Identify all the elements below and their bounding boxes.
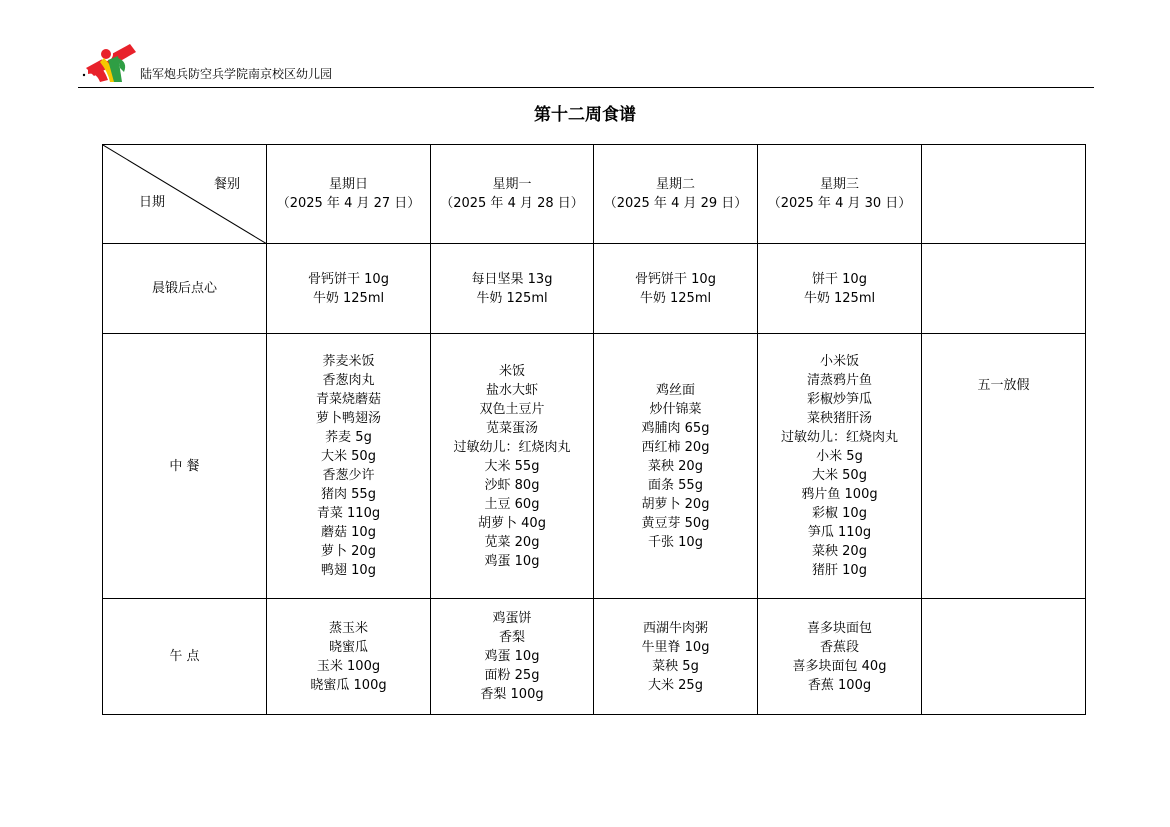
menu-cell xyxy=(594,334,758,599)
menu-cell xyxy=(758,599,922,715)
column-header xyxy=(594,145,758,244)
menu-item: 米饭 xyxy=(498,363,525,379)
menu-cell xyxy=(922,244,1086,334)
menu-item: 牛奶 125ml xyxy=(476,290,548,306)
menu-item: 彩椒 10g xyxy=(812,506,867,521)
menu-item: 五一放假 xyxy=(977,378,1030,393)
menu-item: 牛奶 125ml xyxy=(803,290,876,306)
menu-item: 鸭翅 10g xyxy=(321,563,376,578)
menu-cell xyxy=(922,334,1086,599)
menu-item: 饼干 10g xyxy=(812,271,867,287)
menu-item: 大米 55g xyxy=(484,458,540,474)
org-name: 陆军炮兵防空兵学院南京校区幼儿园 xyxy=(140,67,333,81)
menu-item: 菜秧 20g xyxy=(648,458,703,474)
menu-item: 沙虾 80g xyxy=(484,477,540,493)
menu-cell xyxy=(431,334,594,599)
row-label: 中 餐 xyxy=(103,334,267,599)
menu-cell xyxy=(267,244,431,334)
menu-item: 小米 5g xyxy=(816,449,863,464)
menu-item: 萝卜鸭翅汤 xyxy=(315,411,381,426)
menu-item: 青菜 110g xyxy=(316,506,381,521)
menu-item: 香葱肉丸 xyxy=(322,373,375,388)
menu-item: 西红柿 20g xyxy=(641,439,710,455)
menu-item: 苋菜蛋汤 xyxy=(485,420,538,436)
table-row xyxy=(103,599,1086,715)
menu-item: 面条 55g xyxy=(648,477,703,493)
corner-cell xyxy=(103,145,267,244)
menu-item: 青菜烧蘑菇 xyxy=(315,392,381,407)
menu-item: 鸡脯肉 65g xyxy=(641,420,710,436)
menu-item: 荞麦 5g xyxy=(325,430,372,445)
menu-item: 香蕉段 xyxy=(819,639,859,655)
row-label: 晨锻后点心 xyxy=(103,244,267,334)
menu-item: 胡萝卜 20g xyxy=(641,496,710,512)
menu-item: 喜多块面包 xyxy=(806,620,872,636)
row-label: 午 点 xyxy=(103,599,267,715)
day-date: （2025 年 4 月 30 日） xyxy=(767,196,912,211)
menu-item: 土豆 60g xyxy=(484,496,540,512)
menu-item: 香蕉 100g xyxy=(807,677,872,693)
menu-item: 每日坚果 13g xyxy=(471,271,553,287)
page-header xyxy=(78,38,1094,88)
menu-item: 晓蜜瓜 100g xyxy=(310,677,387,693)
menu-item: 荞麦米饭 xyxy=(322,354,375,369)
menu-item: 千张 10g xyxy=(648,534,703,550)
table-row xyxy=(103,244,1086,334)
menu-item: 香梨 xyxy=(498,630,525,645)
menu-item: 鸡蛋 10g xyxy=(484,649,540,664)
menu-item: 香梨 100g xyxy=(480,687,544,702)
day-date: （2025 年 4 月 29 日） xyxy=(603,196,748,211)
diagonal-line xyxy=(103,145,267,244)
menu-item: 菜秧 5g xyxy=(652,658,699,674)
page-title: 第十二周食谱 xyxy=(534,105,636,125)
column-header xyxy=(922,145,1086,244)
menu-item: 猪肉 55g xyxy=(321,487,376,502)
menu-cell xyxy=(267,599,431,715)
menu-item: 玉米 100g xyxy=(316,658,381,674)
menu-cell xyxy=(922,599,1086,715)
column-header xyxy=(267,145,431,244)
menu-item: 牛奶 125ml xyxy=(312,290,385,306)
column-header xyxy=(431,145,594,244)
menu-cell xyxy=(594,244,758,334)
menu-item: 炒什锦菜 xyxy=(649,401,702,417)
menu-cell xyxy=(267,334,431,599)
menu-item: 大米 25g xyxy=(648,677,703,693)
kindergarten-logo xyxy=(78,38,140,84)
menu-item: 清蒸鸦片鱼 xyxy=(806,373,872,388)
menu-item: 小米饭 xyxy=(819,354,859,369)
menu-item: 西湖牛肉粥 xyxy=(642,620,708,636)
menu-item: 晓蜜瓜 xyxy=(328,639,368,655)
menu-item: 萝卜 20g xyxy=(321,544,376,559)
menu-item: 盐水大虾 xyxy=(485,382,538,398)
menu-item: 过敏幼儿：红烧肉丸 xyxy=(780,430,898,445)
menu-cell xyxy=(758,334,922,599)
menu-item: 喜多块面包 40g xyxy=(792,658,887,674)
menu-item: 鸡蛋饼 xyxy=(492,611,532,626)
menu-item: 彩椒炒笋瓜 xyxy=(806,392,872,407)
menu-item: 双色土豆片 xyxy=(479,401,545,417)
day-date: （2025 年 4 月 28 日） xyxy=(440,196,584,211)
menu-item: 骨钙饼干 10g xyxy=(308,271,389,287)
header-rule xyxy=(78,87,1094,88)
day-name: 星期日 xyxy=(328,177,368,192)
day-name: 星期二 xyxy=(655,177,695,192)
menu-item: 菜秧 20g xyxy=(812,544,867,559)
menu-item: 大米 50g xyxy=(321,449,376,464)
table-row xyxy=(103,334,1086,599)
date-label: 日期 xyxy=(139,195,166,210)
menu-table xyxy=(102,144,1086,715)
menu-item: 牛里脊 10g xyxy=(641,639,710,655)
menu-item: 猪肝 10g xyxy=(812,563,867,578)
menu-cell xyxy=(758,244,922,334)
meal-label: 餐别 xyxy=(213,177,240,192)
menu-item: 牛奶 125ml xyxy=(639,290,712,306)
menu-item: 黄豆芽 50g xyxy=(641,515,710,531)
menu-cell xyxy=(431,599,594,715)
day-name: 星期一 xyxy=(492,177,532,192)
menu-item: 鸦片鱼 100g xyxy=(801,487,878,502)
table-header-row xyxy=(103,145,1086,244)
menu-item: 大米 50g xyxy=(812,468,867,483)
menu-item: 蒸玉米 xyxy=(328,620,368,636)
menu-item: 笋瓜 110g xyxy=(807,525,872,540)
menu-item: 鸡蛋 10g xyxy=(484,553,540,569)
menu-item: 胡萝卜 40g xyxy=(478,515,546,531)
day-date: （2025 年 4 月 27 日） xyxy=(276,196,421,211)
menu-item: 蘑菇 10g xyxy=(321,525,376,540)
column-header xyxy=(758,145,922,244)
menu-item: 菜秧猪肝汤 xyxy=(806,411,872,426)
menu-item: 苋菜 20g xyxy=(484,534,540,550)
day-name: 星期三 xyxy=(819,177,859,192)
menu-item: 香葱少许 xyxy=(322,468,375,483)
menu-item: 骨钙饼干 10g xyxy=(635,271,716,287)
menu-item: 过敏幼儿：红烧肉丸 xyxy=(453,439,571,455)
menu-item: 鸡丝面 xyxy=(655,382,695,398)
menu-cell xyxy=(594,599,758,715)
menu-cell xyxy=(431,244,594,334)
menu-item: 面粉 25g xyxy=(484,668,540,683)
